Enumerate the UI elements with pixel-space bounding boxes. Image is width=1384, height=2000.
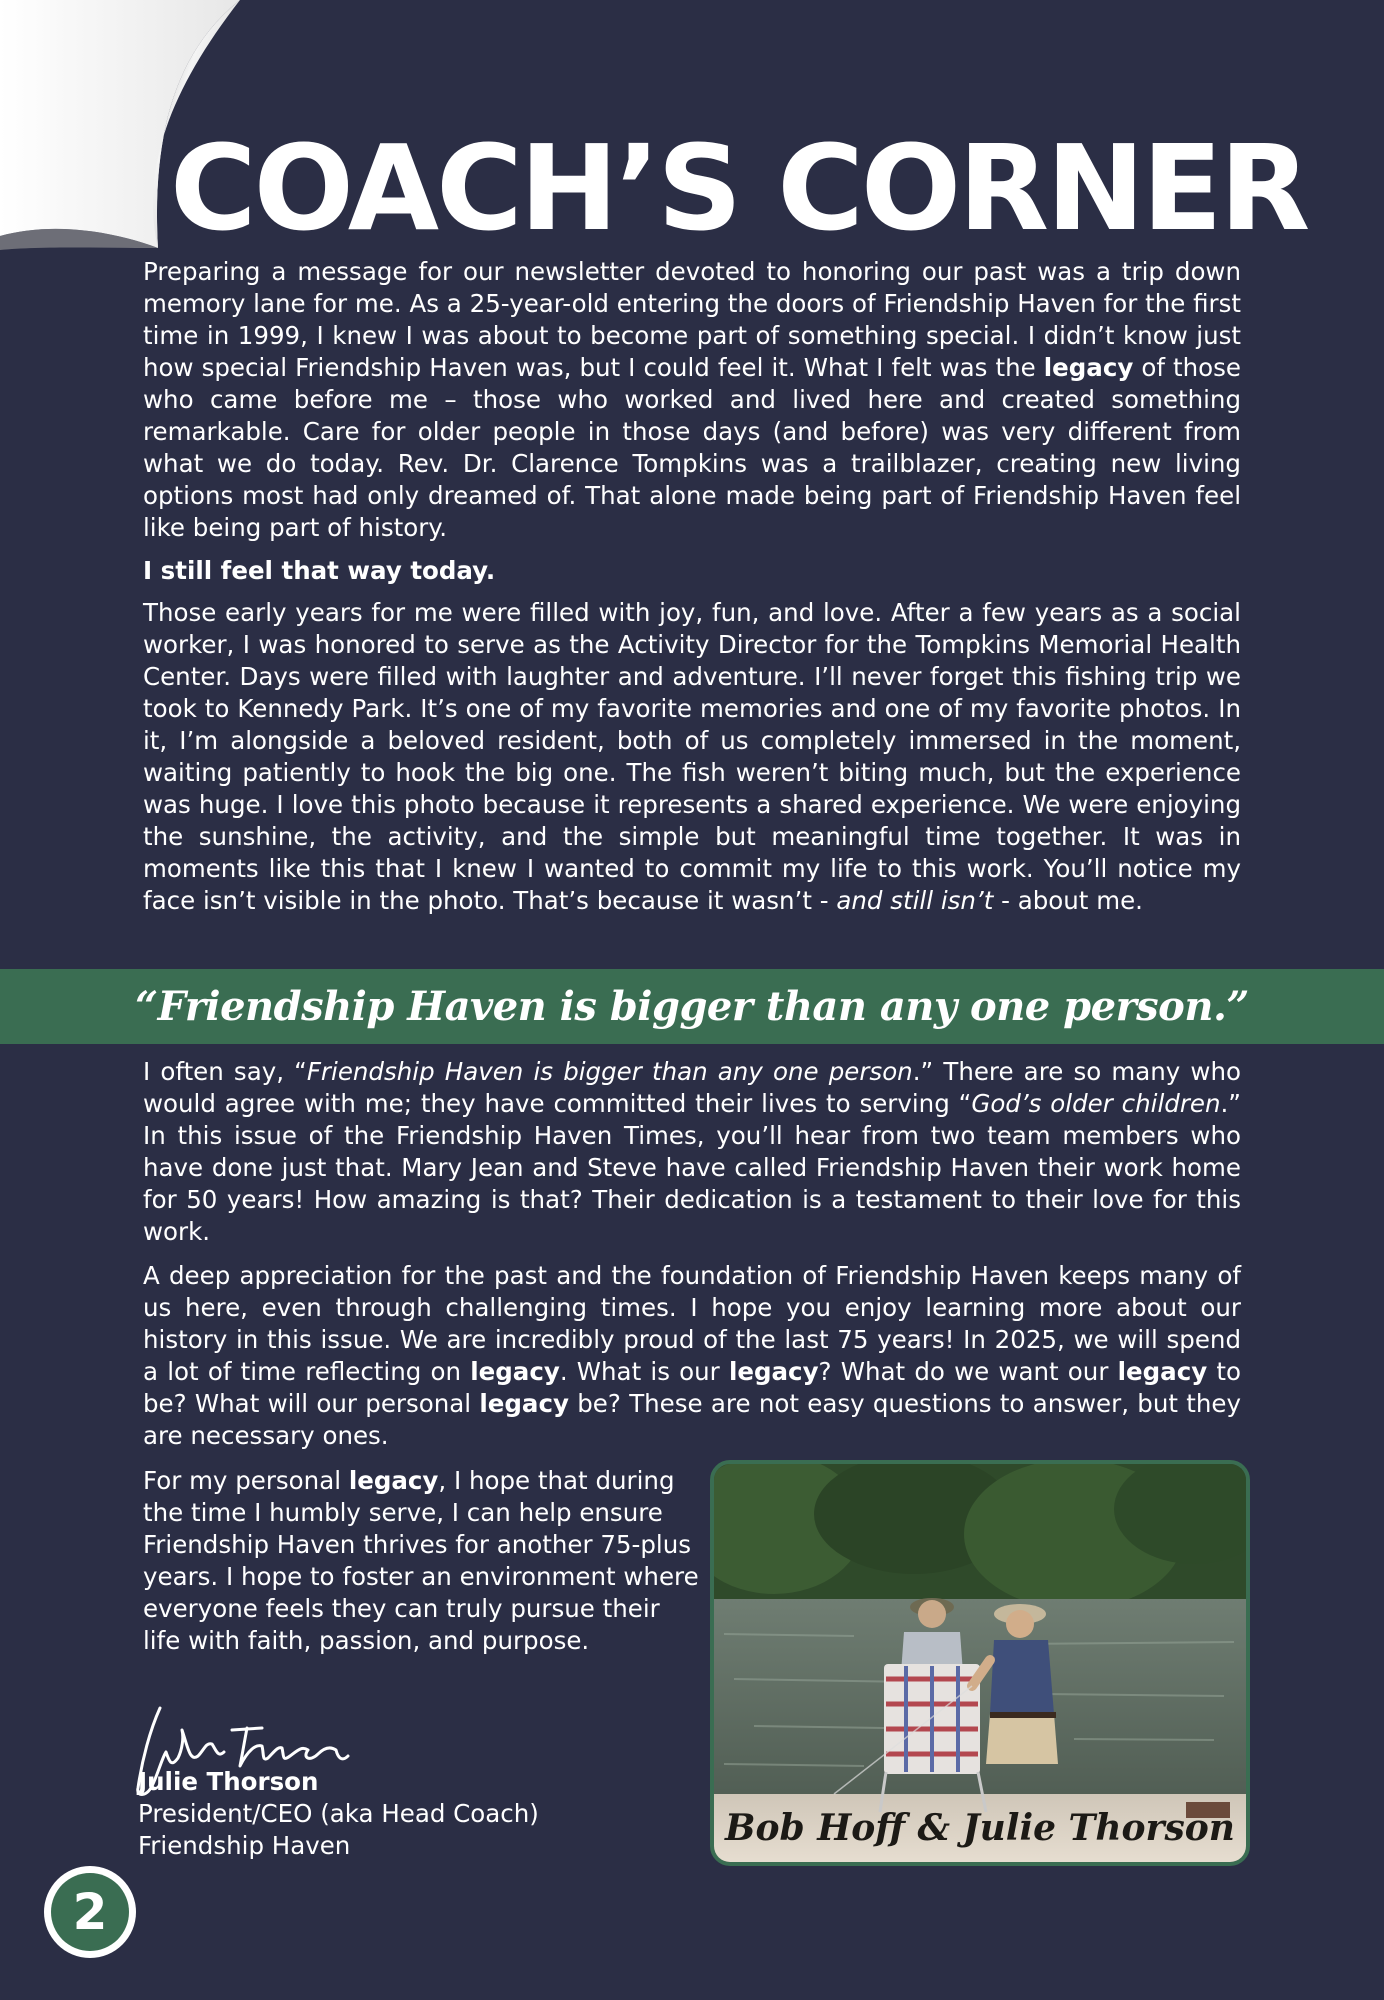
photo-caption: Bob Hoff & Julie Thorson	[725, 1807, 1235, 1849]
text-run: . What is our	[559, 1357, 729, 1386]
intro-paragraph	[143, 256, 1241, 544]
emphasis-statement: I still feel that way today.	[143, 556, 496, 585]
text-run: A deep appreciation for the past and the foundation of Friendship Haven keeps many of us here, even through challenging times. I hope you enjoy learning more about our history in this issue. We are incredibly proud of the last 75 years! In 2025, we will spend a lot of time reflecting on	[143, 1261, 1241, 1386]
appreciation-paragraph	[143, 1260, 1241, 1452]
author-organization: Friendship Haven	[138, 1831, 351, 1860]
legacy-emphasis: legacy	[1117, 1357, 1208, 1386]
signature-block	[138, 1766, 539, 1862]
text-run: I often say, “	[143, 1057, 307, 1086]
pull-quote-band	[0, 969, 1384, 1044]
fishing-photo	[710, 1460, 1250, 1866]
italic-emphasis: God’s older children	[971, 1089, 1221, 1118]
personal-legacy-paragraph	[143, 1465, 703, 1657]
early-years-paragraph	[143, 597, 1241, 917]
pull-quote: “Friendship Haven is bigger than any one person.”	[135, 983, 1249, 1030]
text-run: Those early years for me were filled with joy, fun, and love. After a few years as a social worker, I was honored to serve as the Activity Director for the Tompkins Memorial Health Center. Days were filled with laughter and adventure. I’ll never forget this fishing trip we took to Kennedy Park. It’s one of my favorite memories and one of my favorite photos. In it, I’m alongside a beloved resident, both of us completely immersed in the moment, waiting patiently to hook the big one. The fish weren’t biting much, but the experience was huge. I love this photo because it represents a shared experience. We were enjoying the sunshine, the activity, and the simple but meaningful time together. It was in moments like this that I knew I wanted to commit my life to this work. You’ll notice my face isn’t visible in the photo. That’s because it wasn’t -	[143, 598, 1241, 915]
italic-emphasis: and still isn’t	[836, 886, 994, 915]
legacy-emphasis: legacy	[728, 1357, 819, 1386]
author-name: Julie Thorson	[138, 1767, 319, 1796]
text-run: of those who came before me – those who worked and lived here and created something remarkable. Care for older people in those days (and before) was very different from what we do today. Rev. Dr. Clarence Tompkins was a trailblazer, creating new living options most had only dreamed of. That alone made being part of Friendship Haven feel like being part of history.	[143, 353, 1241, 542]
page-number: 2	[51, 1873, 129, 1951]
text-run: .” In this issue of the Friendship Haven Times, you’ll hear from two team members who have done just that. Mary Jean and Steve have called Friendship Haven their work home for 50 years! How amazing is that? Their dedication is a testament to their love for this work.	[143, 1089, 1241, 1246]
text-run: .” There are so many who would agree with me; they have committed their lives to serving “	[143, 1057, 1241, 1118]
text-run: - about me.	[993, 886, 1143, 915]
page-number-badge	[44, 1866, 136, 1958]
text-run: be? These are not easy questions to answer, but they are necessary ones.	[143, 1389, 1241, 1450]
page-title: COACH’S CORNER	[170, 119, 1308, 257]
text-run: ? What do we want our	[818, 1357, 1118, 1386]
text-run: , I hope that during the time I humbly serve, I can help ensure Friendship Haven thrives for another 75-plus years. I hope to foster an environment where everyone feels they can truly pursue their life with faith, passion, and purpose.	[143, 1466, 699, 1655]
bigger-than-paragraph	[143, 1056, 1241, 1248]
legacy-emphasis: legacy	[479, 1389, 569, 1418]
author-role: President/CEO (aka Head Coach)	[138, 1799, 539, 1828]
legacy-emphasis: legacy	[1043, 353, 1134, 382]
text-run: Preparing a message for our newsletter devoted to honoring our past was a trip down memory lane for me. As a 25-year-old entering the doors of Friendship Haven for the first time in 1999, I knew I was about to become part of something special. I didn’t know just how special Friendship Haven was, but I could feel it. What I felt was the	[143, 257, 1241, 382]
legacy-emphasis: legacy	[348, 1466, 439, 1495]
legacy-emphasis: legacy	[470, 1357, 560, 1386]
text-run: For my personal	[143, 1466, 349, 1495]
italic-emphasis: Friendship Haven is bigger than any one person	[306, 1057, 913, 1086]
text-run: to be? What will our personal	[143, 1357, 1241, 1418]
